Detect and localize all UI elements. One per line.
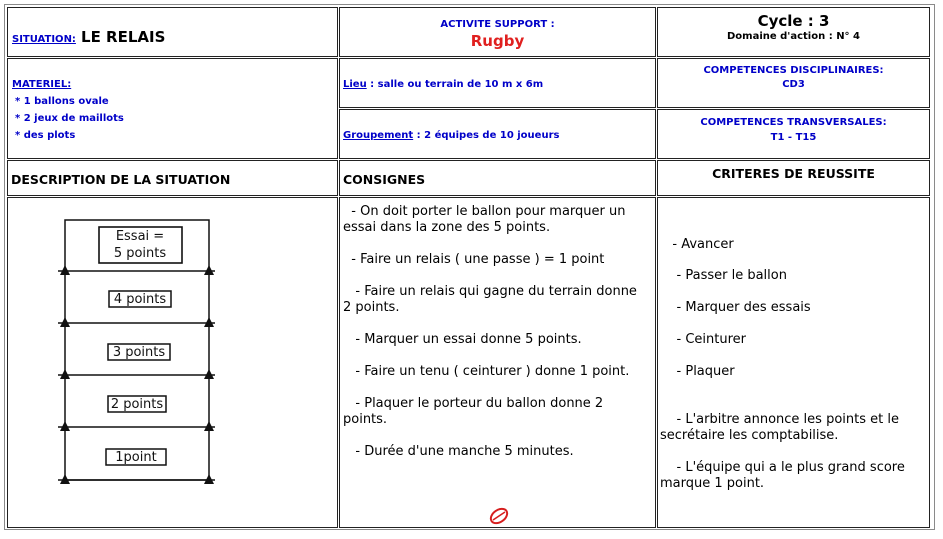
consignes-cell xyxy=(339,197,656,528)
field-diagram xyxy=(8,198,337,527)
situation-title: LE RELAIS xyxy=(81,28,166,46)
groupement-label: Groupement xyxy=(343,130,414,141)
critere-item: - L'arbitre annonce les points et le secrétaire les comptabilise. xyxy=(660,412,904,443)
materiel-item: * 2 jeux de maillots xyxy=(15,113,124,124)
description-header-cell xyxy=(7,160,338,196)
cycle-title: Cycle : 3 xyxy=(757,12,830,30)
consigne-item: - Faire un relais ( une passe ) = 1 point xyxy=(343,252,605,267)
consigne-item: - Faire un tenu ( ceinturer ) donne 1 point. xyxy=(343,364,630,379)
zone-label: 1point xyxy=(115,450,157,465)
situation-cell xyxy=(7,7,338,57)
criteres-cell xyxy=(657,197,930,528)
competences-disciplinaires-cell xyxy=(657,58,930,108)
consignes-header: CONSIGNES xyxy=(343,172,426,187)
competences-disciplinaires-title: COMPETENCES DISCIPLINAIRES: xyxy=(703,65,884,76)
description-cell xyxy=(7,197,338,528)
lieu-label: Lieu xyxy=(343,79,367,90)
lieu-text: : salle ou terrain de 10 m x 6m xyxy=(366,79,544,90)
zone-label: Essai = xyxy=(115,229,165,244)
rugby-ball-icon xyxy=(487,507,511,525)
competences-disciplinaires-code: CD3 xyxy=(782,79,805,90)
zone-label: 4 points xyxy=(113,292,167,307)
groupement-text: : 2 équipes de 10 joueurs xyxy=(413,130,560,141)
critere-item: - Plaquer xyxy=(660,364,735,379)
criteres-header-cell xyxy=(657,160,930,196)
domaine-text: Domaine d'action : N° 4 xyxy=(726,31,860,42)
cycle-cell xyxy=(657,7,930,57)
consigne-item: - Durée d'une manche 5 minutes. xyxy=(343,444,574,459)
consigne-item: - Marquer un essai donne 5 points. xyxy=(343,332,582,347)
situation-label: SITUATION: xyxy=(12,34,76,45)
materiel-item: * 1 ballons ovale xyxy=(15,96,109,107)
competences-transversales-cell xyxy=(657,109,930,159)
consignes-header-cell xyxy=(339,160,656,196)
materiel-label: MATERIEL: xyxy=(12,79,72,90)
criteres-header: CRITERES DE REUSSITE xyxy=(712,166,875,181)
critere-item: - Marquer des essais xyxy=(660,300,811,315)
activite-sport: Rugby xyxy=(470,32,525,50)
materiel-cell xyxy=(7,58,338,159)
zone-label: 3 points xyxy=(112,345,166,360)
groupement-cell xyxy=(339,109,656,159)
competences-transversales-code: T1 - T15 xyxy=(770,132,817,143)
materiel-item: * des plots xyxy=(15,130,76,141)
competences-transversales-title: COMPETENCES TRANSVERSALES: xyxy=(700,117,887,128)
consigne-item: - Plaquer le porteur du ballon donne 2 points. xyxy=(343,396,608,427)
critere-item: - L'équipe qui a le plus grand score marque 1 point. xyxy=(660,460,909,491)
lieu-cell xyxy=(339,58,656,108)
activite-cell xyxy=(339,7,656,57)
critere-item: - Passer le ballon xyxy=(660,268,787,283)
description-header: DESCRIPTION DE LA SITUATION xyxy=(11,172,231,187)
critere-item: - Ceinturer xyxy=(660,332,747,347)
consigne-item: - On doit porter le ballon pour marquer un essai dans la zone des 5 points. xyxy=(343,204,630,235)
critere-item: - Avancer xyxy=(660,237,734,252)
activite-label: ACTIVITE SUPPORT : xyxy=(440,19,555,30)
consigne-item: - Faire un relais qui gagne du terrain donne 2 points. xyxy=(343,284,642,315)
zone-label: 2 points xyxy=(110,397,164,412)
zone-label: 5 points xyxy=(113,246,167,261)
